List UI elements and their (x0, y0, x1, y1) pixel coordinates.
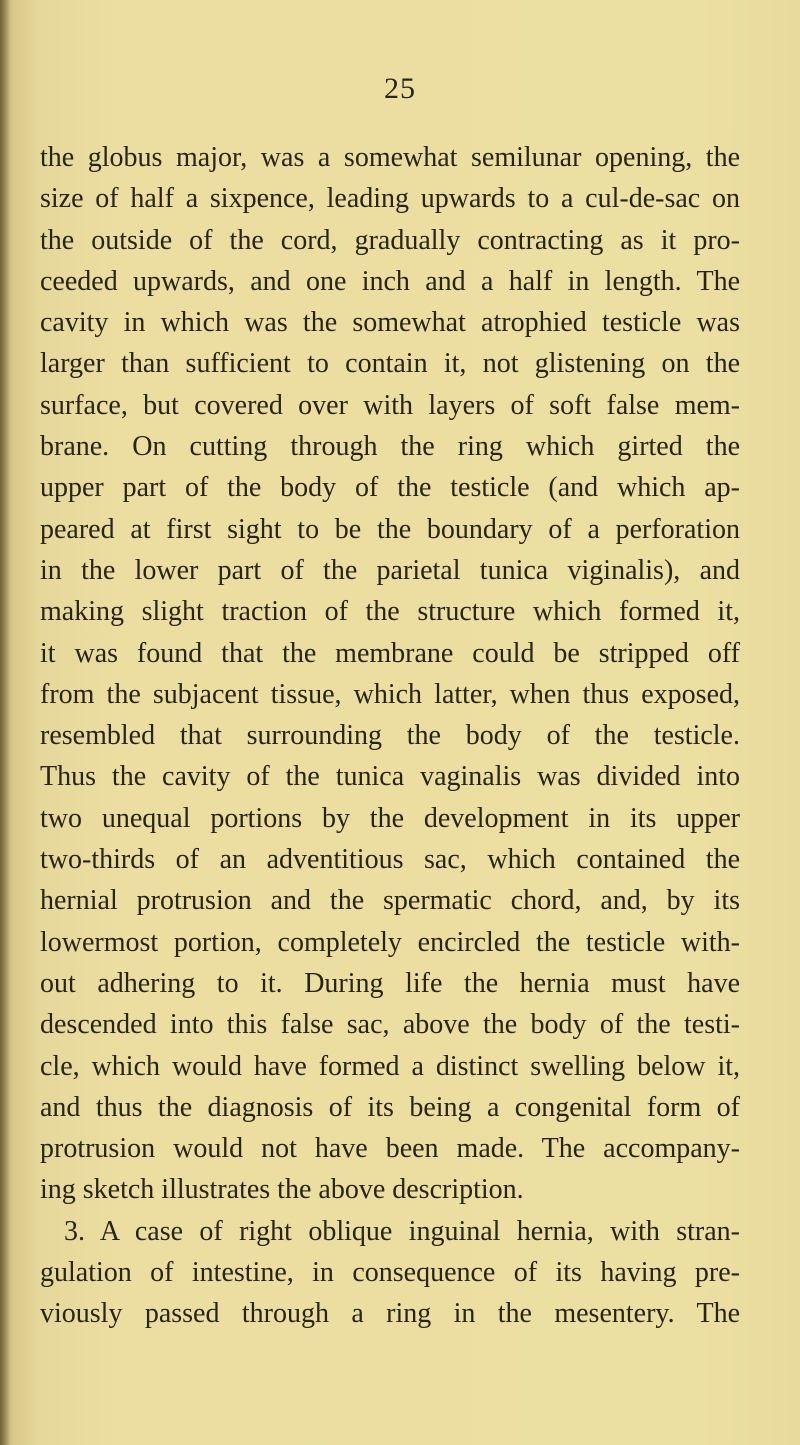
text-line: resembled that surrounding the body of the testicle. (40, 720, 740, 752)
text-line: brane. On cutting through the ring which girted the (40, 431, 740, 463)
text-line: and thus the diagnosis of its being a congenital form of (40, 1091, 740, 1123)
text-line: surface, but covered over with layers of soft false mem- (40, 389, 740, 421)
text-line: cle, which would have formed a distinct swelling below it, (40, 1050, 740, 1082)
binding-edge (0, 0, 10, 1445)
text-line: it was found that the membrane could be stripped off (40, 637, 740, 669)
text-line: Thus the cavity of the tunica vaginalis was divided into (40, 761, 740, 793)
text-line: viously passed through a ring in the mesentery. The (40, 1298, 740, 1330)
page-number: 25 (384, 72, 416, 105)
text-line: two-thirds of an adventitious sac, which contained the (40, 844, 740, 876)
text-line: ing sketch illustrates the above description. (40, 1174, 524, 1206)
text-line: lowermost portion, completely encircled the testicle with- (40, 926, 740, 958)
text-line: 3. A case of right oblique inguinal hernia, with stran- (64, 1215, 740, 1247)
text-line: upper part of the body of the testicle (and which ap- (40, 472, 740, 504)
text-line: from the subjacent tissue, which latter, when thus exposed, (40, 678, 740, 710)
text-line: two unequal portions by the development in its upper (40, 802, 740, 834)
text-line: size of half a sixpence, leading upwards to a cul-de-sac on (40, 183, 740, 215)
text-line: peared at first sight to be the boundary of a perforation (40, 513, 740, 545)
text-line: ceeded upwards, and one inch and a half in length. The (40, 265, 740, 297)
text-line: protrusion would not have been made. The accompany- (40, 1133, 740, 1165)
text-line: larger than sufficient to contain it, not glistening on the (40, 348, 740, 380)
text-line: gulation of intestine, in consequence of its having pre- (40, 1257, 740, 1289)
text-line: making slight traction of the structure which formed it, (40, 596, 740, 628)
text-line: in the lower part of the parietal tunica viginalis), and (40, 554, 740, 586)
text-line: the outside of the cord, gradually contracting as it pro- (40, 224, 740, 256)
text-line: cavity in which was the somewhat atrophied testicle was (40, 307, 740, 339)
text-line: hernial protrusion and the spermatic chord, and, by its (40, 885, 740, 917)
text-line: descended into this false sac, above the body of the testi- (40, 1009, 740, 1041)
text-line: out adhering to it. During life the hernia must have (40, 967, 740, 999)
body-text (40, 137, 740, 1335)
text-line: the globus major, was a somewhat semilunar opening, the (40, 142, 740, 173)
